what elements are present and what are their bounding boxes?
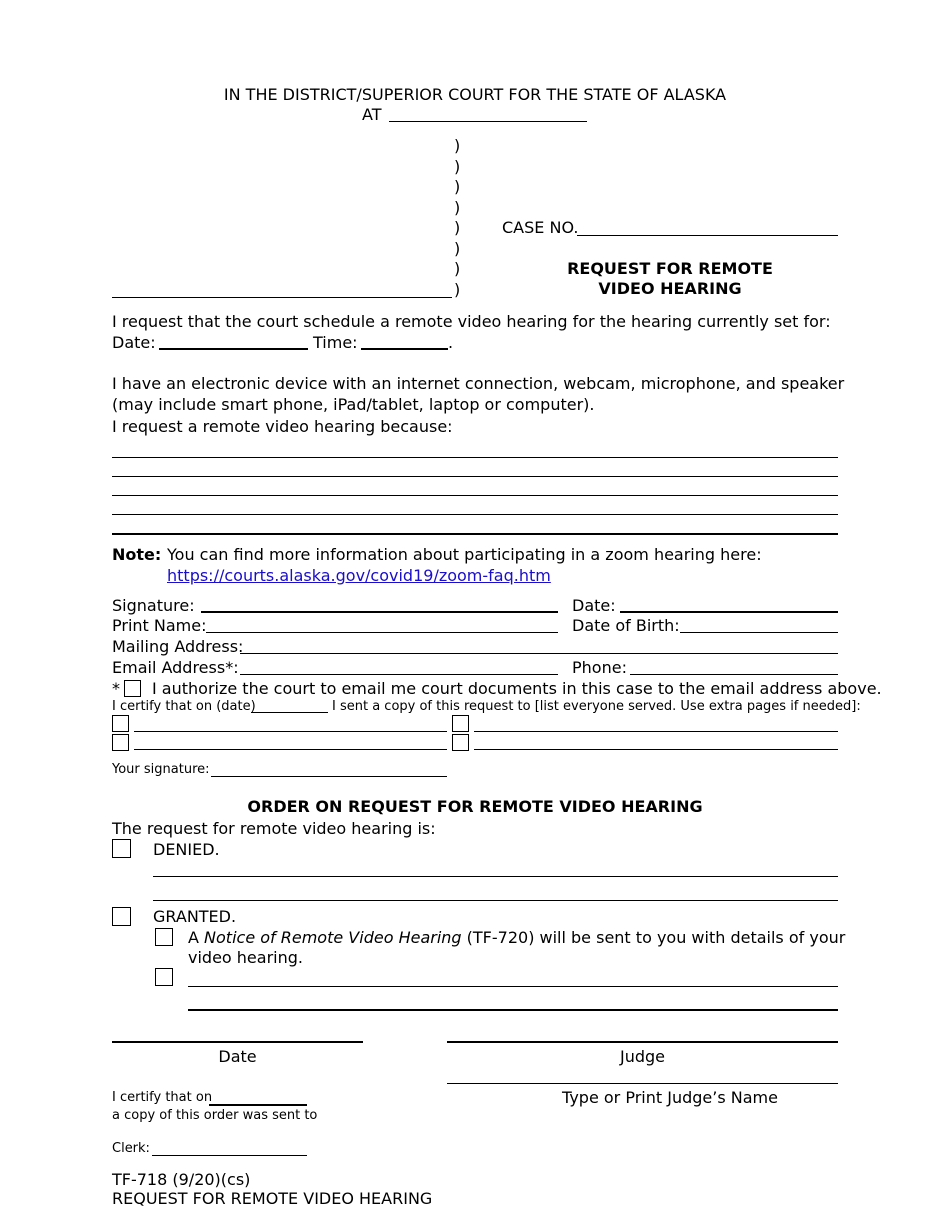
order-date-field[interactable] [112, 1041, 363, 1043]
device-statement-line2: (may include smart phone, iPad/tablet, laptop or computer). [112, 395, 595, 414]
notice-suffix: (TF-720) will be sent to you with details of your [466, 928, 846, 947]
doc-title-line2: VIDEO HEARING [598, 279, 742, 298]
served-party-checkbox[interactable] [452, 734, 469, 751]
mailing-address-field[interactable] [240, 653, 838, 654]
case-no-field[interactable] [577, 235, 838, 236]
date-caption: Date [218, 1047, 257, 1066]
notice-form-title: Notice of Remote Video Hearing [204, 928, 462, 947]
reason-label: I request a remote video hearing because: [112, 417, 453, 436]
mailing-address-label: Mailing Address: [112, 637, 244, 656]
denied-checkbox[interactable] [112, 839, 131, 858]
notice-text [188, 928, 845, 948]
email-authorize-checkbox[interactable] [124, 680, 141, 697]
asterisk: * [112, 679, 120, 698]
email-field[interactable] [240, 674, 558, 675]
phone-label: Phone: [572, 658, 627, 677]
court-location-field[interactable] [389, 121, 587, 122]
phone-field[interactable] [630, 674, 838, 675]
print-name-label: Print Name: [112, 616, 207, 635]
other-checkbox[interactable] [155, 968, 173, 986]
at-label: AT [362, 105, 382, 124]
dob-field[interactable] [680, 632, 838, 633]
granted-label: GRANTED. [153, 907, 237, 926]
order-title: ORDER ON REQUEST FOR REMOTE VIDEO HEARING [247, 797, 703, 816]
caption-paren: ) [454, 239, 461, 258]
judge-name-field[interactable] [447, 1083, 838, 1084]
clerk-copy-sent-text: a copy of this order was sent to [112, 1108, 318, 1123]
caption-paren: ) [454, 136, 461, 155]
served-party-field[interactable] [474, 731, 838, 732]
judge-caption: Judge [619, 1047, 665, 1066]
caption-paren: ) [454, 157, 461, 176]
sign-date-field[interactable] [620, 611, 838, 613]
your-signature-label: Your signature: [112, 762, 210, 777]
email-authorize-text: I authorize the court to email me court documents in this case to the email address above. [152, 679, 882, 698]
judge-name-caption: Type or Print Judge’s Name [562, 1088, 778, 1107]
your-signature-field[interactable] [211, 776, 447, 777]
caption-paren: ) [454, 218, 461, 237]
served-party-field[interactable] [134, 749, 447, 750]
reason-line[interactable] [112, 495, 838, 496]
reason-line[interactable] [112, 457, 838, 458]
reason-line[interactable] [112, 476, 838, 477]
hearing-time-label: Time: [313, 333, 358, 352]
certify-service-text: I certify that on (date) [112, 699, 256, 714]
certify-service-text-2: I sent a copy of this request to [list everyone served. Use extra pages if needed]: [332, 699, 861, 714]
doc-title-line1: REQUEST FOR REMOTE [567, 259, 773, 278]
caption-paren: ) [454, 198, 461, 217]
zoom-faq-link[interactable]: https://courts.alaska.gov/covid19/zoom-faq.htm [167, 566, 551, 585]
reason-line[interactable] [112, 533, 838, 535]
clerk-certify-date-field[interactable] [209, 1104, 307, 1106]
court-title: IN THE DISTRICT/SUPERIOR COURT FOR THE STATE OF ALASKA [223, 85, 727, 104]
notice-checkbox[interactable] [155, 928, 173, 946]
dob-label: Date of Birth: [572, 616, 680, 635]
service-date-field[interactable] [251, 712, 328, 713]
reason-line[interactable] [112, 514, 838, 515]
form-code: TF-718 (9/20)(cs) [112, 1170, 251, 1189]
note-label: Note: [112, 545, 162, 564]
party-name-field[interactable] [112, 297, 452, 298]
notice-prefix: A [188, 928, 199, 947]
hearing-date-field[interactable] [159, 348, 308, 350]
other-order-line[interactable] [188, 986, 838, 987]
caption-paren: ) [454, 280, 461, 299]
served-party-field[interactable] [134, 731, 447, 732]
notice-text-line2: video hearing. [188, 948, 303, 967]
sign-date-label: Date: [572, 596, 616, 615]
form-title-footer: REQUEST FOR REMOTE VIDEO HEARING [112, 1189, 433, 1208]
served-party-checkbox[interactable] [112, 715, 129, 732]
print-name-field[interactable] [206, 632, 558, 633]
caption-paren: ) [454, 259, 461, 278]
period: . [448, 333, 454, 352]
granted-checkbox[interactable] [112, 907, 131, 926]
caption-paren: ) [454, 177, 461, 196]
note-text: You can find more information about participating in a zoom hearing here: [167, 545, 762, 564]
denied-reason-line[interactable] [153, 876, 838, 877]
order-intro: The request for remote video hearing is: [112, 819, 436, 838]
clerk-label: Clerk: [112, 1141, 150, 1156]
device-statement-line1: I have an electronic device with an internet connection, webcam, microphone, and speaker [112, 374, 845, 393]
other-order-line[interactable] [188, 1009, 838, 1011]
clerk-certify-text: I certify that on [112, 1090, 213, 1105]
served-party-checkbox[interactable] [452, 715, 469, 732]
request-intro: I request that the court schedule a remote video hearing for the hearing currently set for: [112, 312, 831, 331]
judge-signature-field[interactable] [447, 1041, 838, 1043]
case-no-label: CASE NO. [502, 218, 579, 237]
signature-label: Signature: [112, 596, 195, 615]
denied-label: DENIED. [153, 840, 220, 859]
served-party-field[interactable] [474, 749, 838, 750]
clerk-field[interactable] [152, 1155, 307, 1156]
hearing-date-label: Date: [112, 333, 156, 352]
hearing-time-field[interactable] [361, 348, 448, 350]
email-label: Email Address*: [112, 658, 239, 677]
denied-reason-line[interactable] [153, 900, 838, 901]
signature-field[interactable] [201, 611, 558, 613]
served-party-checkbox[interactable] [112, 734, 129, 751]
